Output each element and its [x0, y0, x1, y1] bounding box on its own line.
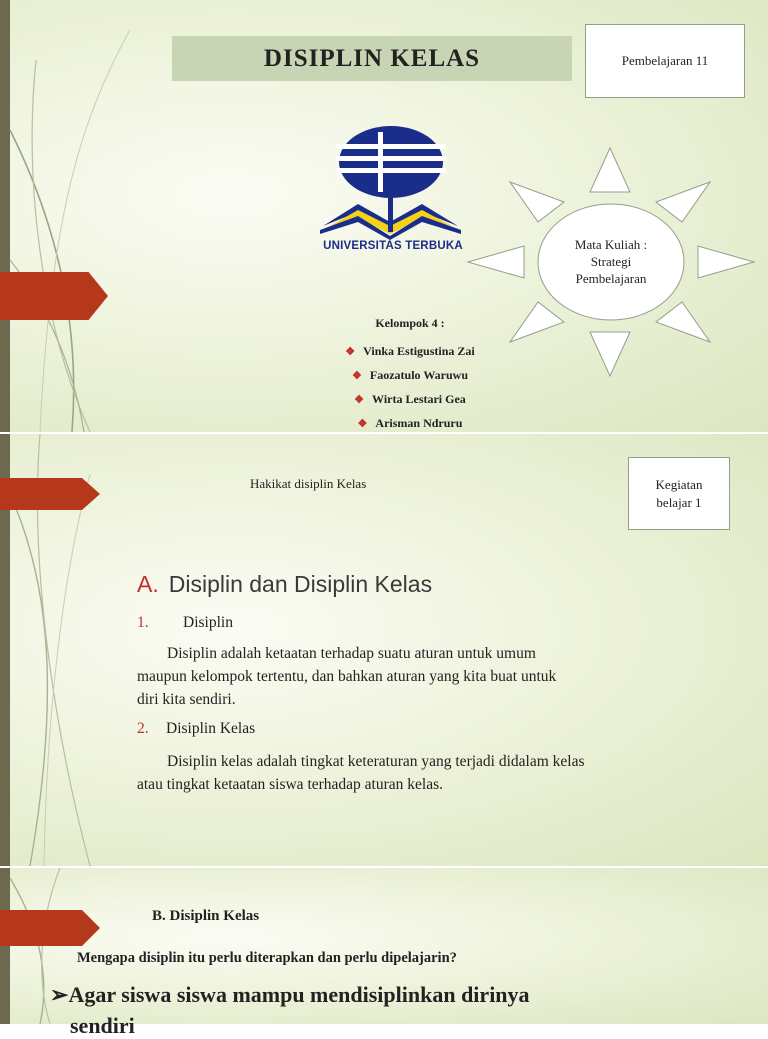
group-members	[300, 316, 520, 435]
item-1-heading	[137, 614, 233, 632]
arrow-bullet-icon: ➢	[50, 982, 69, 1007]
bullet-icon: ❖	[352, 370, 362, 382]
question-text: Mengapa disiplin itu perlu diterapkan dan perlu dipelajarin?	[77, 950, 457, 966]
point-line	[50, 982, 530, 1008]
item-title: Disiplin	[183, 614, 233, 631]
member-name: Arisman Ndruru	[375, 416, 463, 430]
item-2-body	[137, 750, 757, 796]
list-item	[300, 387, 520, 411]
slide-heading: Hakikat disiplin Kelas	[250, 476, 367, 491]
course-line-3: Pembelajaran	[575, 271, 647, 286]
body-line: maupun kelompok tertentu, dan bahkan aturan yang kita buat untuk	[137, 668, 557, 685]
section-heading	[137, 571, 432, 598]
member-name: Faozatulo Waruwu	[369, 368, 468, 382]
accent-arrow-tab	[0, 478, 100, 510]
point-text: Agar siswa siswa mampu mendisiplinkan dirinya	[68, 982, 530, 1007]
group-label: Kelompok 4 :	[375, 316, 445, 330]
slide-2	[0, 434, 768, 866]
bullet-icon: ❖	[354, 394, 365, 406]
session-label: Pembelajaran 11	[621, 53, 709, 68]
course-line-2: Strategi	[590, 254, 632, 269]
item-2-heading	[137, 720, 255, 738]
body-line: Disiplin kelas adalah tingkat keteraturan yang terjadi didalam kelas	[167, 753, 585, 770]
slide-title: DISIPLIN KELAS	[172, 36, 572, 81]
activity-line-2: belajar 1	[656, 494, 702, 510]
activity-box	[628, 457, 730, 530]
logo-text: UNIVERSITAS TERBUKA	[323, 240, 463, 252]
slide-1	[0, 0, 768, 432]
item-number: 1.	[137, 614, 149, 631]
slide-heading: B. Disiplin Kelas	[152, 908, 260, 924]
body-line: diri kita sendiri.	[137, 691, 236, 708]
university-logo	[318, 126, 468, 256]
accent-arrow-tab	[0, 272, 108, 320]
decorative-curves	[0, 0, 140, 432]
list-item	[300, 339, 520, 363]
body-line: Disiplin adalah ketaatan terhadap suatu aturan untuk umum	[167, 645, 536, 662]
course-line-1: Mata Kuliah :	[574, 237, 648, 252]
course-text	[545, 236, 677, 287]
slide-3	[0, 868, 768, 1038]
body-line: atau tingkat ketaatan siswa terhadap aturan kelas.	[137, 776, 443, 793]
list-item	[300, 363, 520, 387]
item-number: 2.	[137, 720, 149, 737]
bullet-icon: ❖	[357, 418, 368, 430]
item-title: Disiplin Kelas	[166, 720, 256, 737]
accent-arrow-tab	[0, 910, 100, 946]
point-continuation: sendiri	[70, 1013, 135, 1038]
member-name: Vinka Estigustina Zai	[363, 344, 475, 358]
item-1-body	[137, 642, 737, 711]
activity-line-1: Kegiatan	[655, 476, 703, 492]
session-box	[585, 24, 745, 98]
member-list	[300, 339, 520, 435]
list-item	[300, 411, 520, 435]
section-letter: A.	[137, 571, 159, 597]
bullet-icon: ❖	[345, 346, 356, 358]
section-title: Disiplin dan Disiplin Kelas	[168, 571, 433, 597]
member-name: Wirta Lestari Gea	[372, 392, 466, 406]
